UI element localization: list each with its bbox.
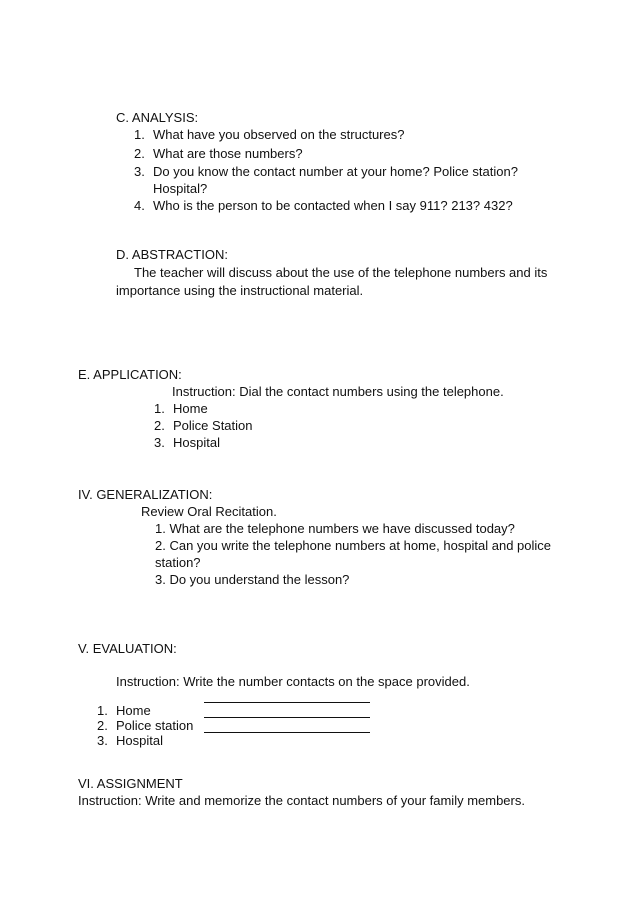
abstraction-heading: D. ABSTRACTION: [116,247,228,262]
generalization-question-continuation: station? [155,555,201,570]
evaluation-item-number: 3. [97,733,108,748]
answer-blank-line[interactable] [204,732,370,733]
application-item-number: 3. [154,435,165,450]
analysis-item-text: What are those numbers? [153,146,303,161]
assignment-instruction: Instruction: Write and memorize the contact numbers of your family members. [78,793,525,808]
analysis-heading: C. ANALYSIS: [116,110,199,125]
analysis-item-text: Who is the person to be contacted when I say 911? 213? 432? [153,198,513,213]
analysis-item-number: 3. [134,164,145,179]
analysis-item-number: 4. [134,198,145,213]
analysis-item-text: What have you observed on the structures? [153,127,405,142]
application-item-number: 2. [154,418,165,433]
generalization-question: 2. Can you write the telephone numbers at home, hospital and police [155,538,552,553]
application-item-text: Home [173,401,208,416]
application-item-text: Police Station [173,418,253,433]
evaluation-instruction: Instruction: Write the number contacts on the space provided. [116,674,470,689]
application-item-number: 1. [154,401,165,416]
answer-blank-line[interactable] [204,717,370,718]
application-item-text: Hospital [173,435,220,450]
generalization-intro: Review Oral Recitation. [141,504,277,519]
abstraction-paragraph-line: importance using the instructional material. [116,283,364,298]
evaluation-item-text: Hospital [116,733,163,748]
evaluation-item-text: Police station [116,718,194,733]
analysis-item-number: 2. [134,146,145,161]
generalization-question: 1. What are the telephone numbers we have discussed today? [155,521,515,536]
answer-blank-line[interactable] [204,702,370,703]
generalization-question: 3. Do you understand the lesson? [155,572,350,587]
application-instruction: Instruction: Dial the contact numbers using the telephone. [172,384,504,399]
application-heading: E. APPLICATION: [78,367,182,382]
evaluation-item-number: 2. [97,718,108,733]
evaluation-heading: V. EVALUATION: [78,641,177,656]
analysis-item-continuation: Hospital? [153,181,208,196]
abstraction-paragraph-line: The teacher will discuss about the use of the telephone numbers and its [134,265,548,280]
generalization-heading: IV. GENERALIZATION: [78,487,213,502]
analysis-item-text: Do you know the contact number at your home? Police station? [153,164,518,179]
evaluation-item-number: 1. [97,703,108,718]
analysis-item-number: 1. [134,127,145,142]
assignment-heading: VI. ASSIGNMENT [78,776,183,791]
evaluation-item-text: Home [116,703,151,718]
